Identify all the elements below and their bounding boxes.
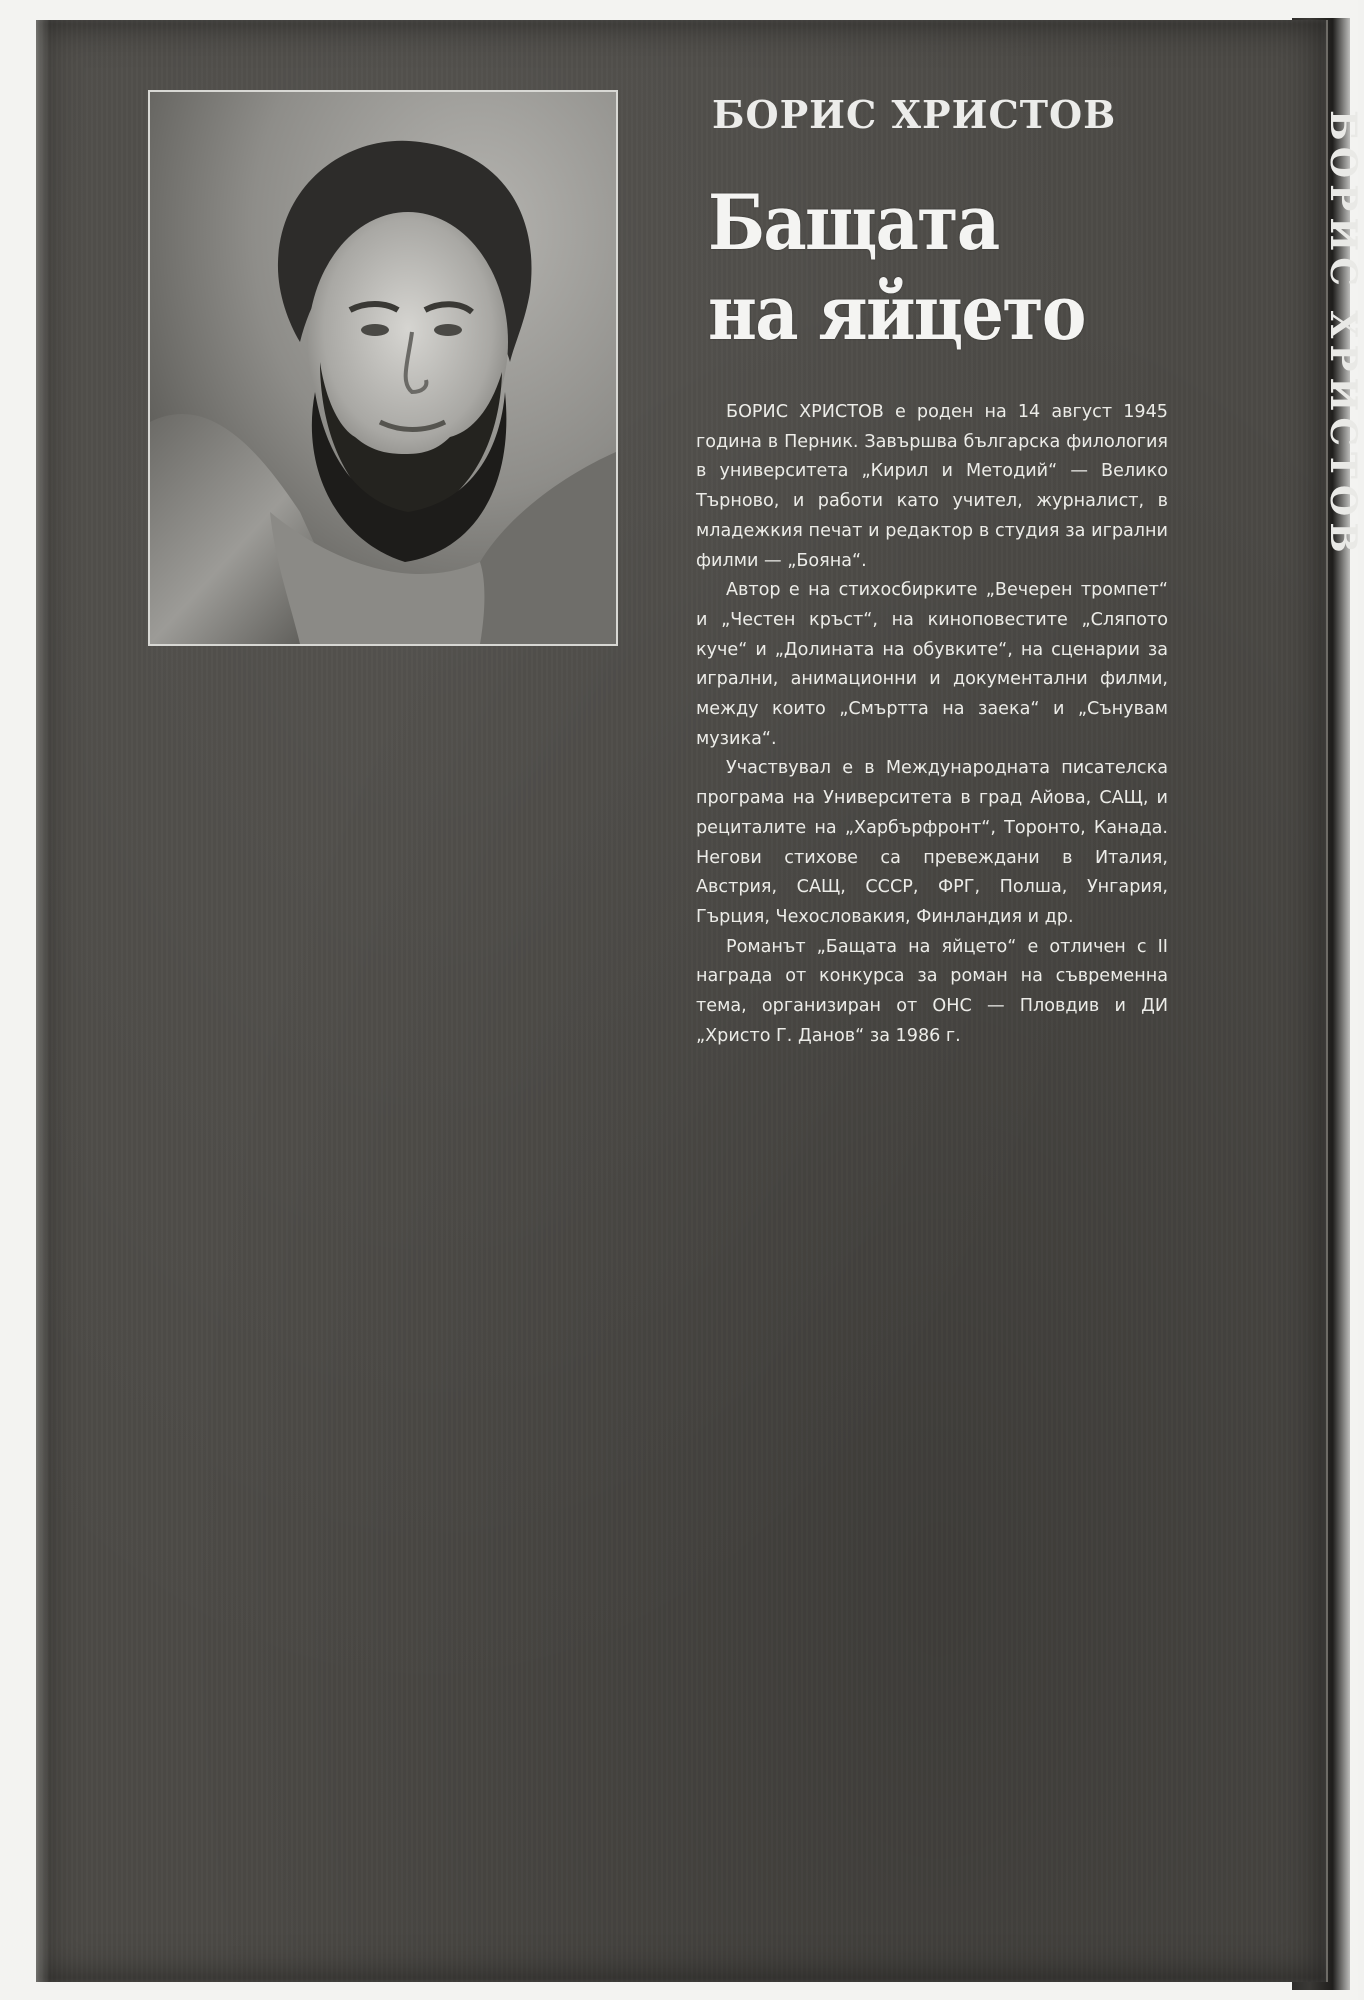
cover-left-edge bbox=[36, 20, 50, 1982]
author-biography bbox=[696, 398, 1168, 1051]
bio-paragraph: Участвувал е в Международната писателска програма на Университета в град Айова, САЩ, и рециталите на „Харбърфронт“, Торонто, Канада. Негови стихове са превеждани в Италия, Австрия, САЩ, СССР, ФРГ, Полша, Унгария, Гърция, Чехословакия, Финландия и др. bbox=[696, 758, 1168, 927]
author-name: БОРИС ХРИСТОВ bbox=[712, 92, 1117, 137]
book-title-line-2: на яйцето bbox=[708, 268, 1085, 357]
author-photo bbox=[148, 90, 618, 646]
book-title-line-1: Бащата bbox=[708, 178, 999, 267]
spine-author-name: БОРИС ХРИСТОВ bbox=[1322, 110, 1364, 559]
bio-paragraph: Романът „Бащата на яйцето“ е отличен с II награда от конкурса за роман на съвременна тема, организиран от ОНС — Пловдив и ДИ „Христо Г. Данов“ за 1986 г. bbox=[696, 936, 1168, 1046]
book-spine bbox=[1318, 110, 1364, 710]
bio-paragraph: БОРИС ХРИСТОВ е роден на 14 август 1945 година в Перник. Завършва българска филология в университета „Кирил и Методий“ — Велико Търново, и работи като учител, журналист, в младежкия печат и редактор в студия за игрални филми — „Бояна“. bbox=[696, 402, 1168, 571]
bio-paragraph: Автор е на стихосбирките „Вечерен тромпет“ и „Честен кръст“, на киноповестите „Сляпото куче“ и „Долината на обувките“, на сценарии за игрални, анимационни и документални филми, между които „Смъртта на заека“ и „Сънувам музика“. bbox=[696, 580, 1168, 749]
author-portrait-icon bbox=[150, 92, 616, 644]
